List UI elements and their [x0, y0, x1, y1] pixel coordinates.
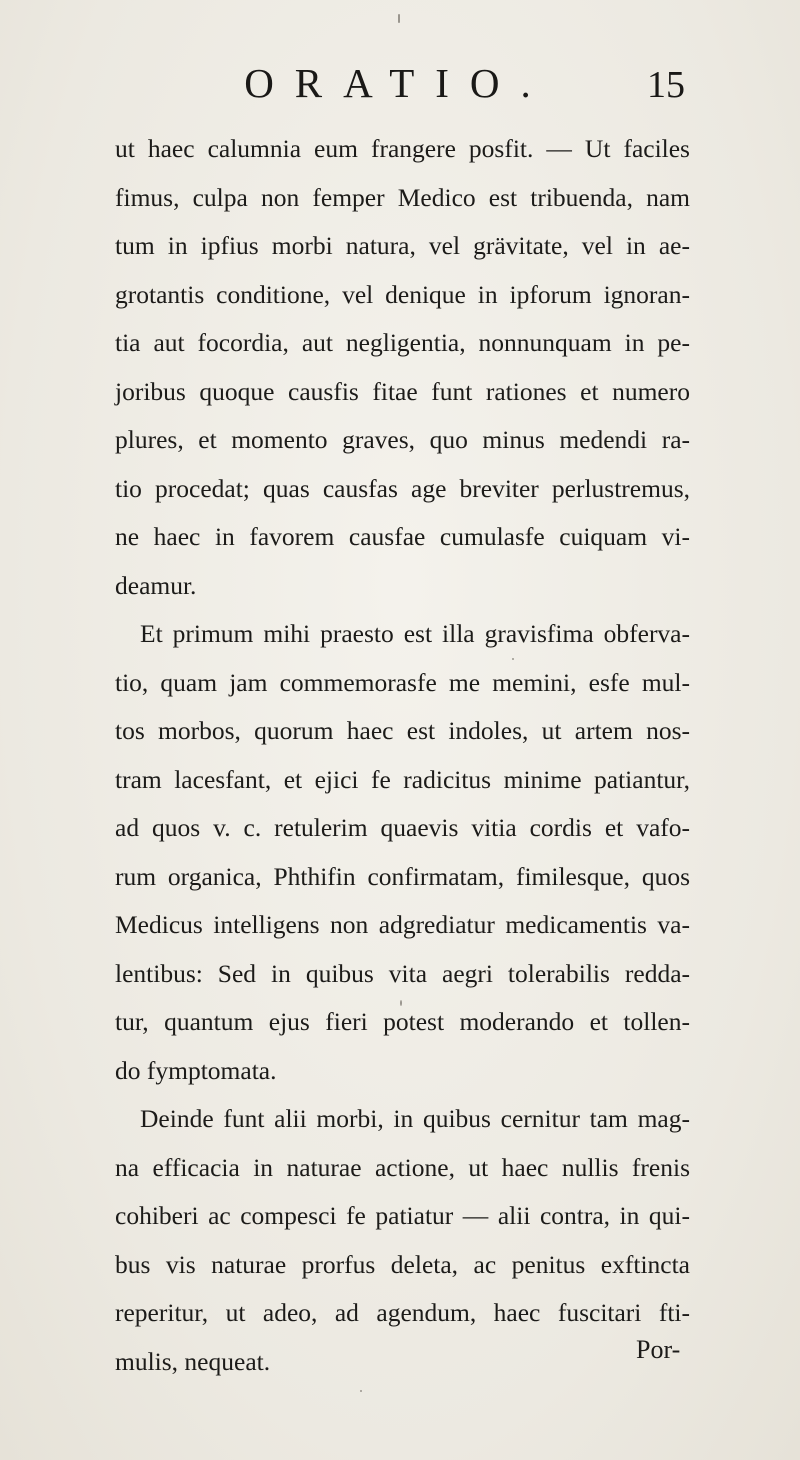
text-line: ad quos v. c. retulerim quaevis vitia cordis et vafo- [115, 813, 690, 842]
paper-speck [360, 1390, 362, 1392]
text-line: mulis, nequeat. [115, 1346, 271, 1376]
text-line: bus vis naturae prorfus deleta, ac penitus exftincta [115, 1249, 690, 1279]
text-line: rum organica, Phthifin confirmatam, fimilesque, quos [115, 861, 690, 891]
paper-speck [400, 1000, 402, 1006]
text-line: ut haec calumnia eum frangere posfit. — Ut faciles [115, 134, 690, 163]
text-line: tio procedat; quas causfas age breviter perlustremus, [115, 473, 690, 503]
text-line: na efficacia in naturae actione, ut haec nullis frenis [115, 1152, 690, 1182]
catchword: Por- [636, 1335, 681, 1364]
text-line: ne haec in favorem causfae cumulasfe cuiquam vi- [115, 522, 690, 551]
text-line: tia aut focordia, aut negligentia, nonnunquam in pe- [115, 328, 690, 357]
page-number: 15 [647, 64, 685, 106]
running-head-title: ORATIO. [244, 60, 552, 106]
text-line: plures, et momento graves, quo minus medendi ra- [115, 425, 690, 454]
text-line: deamur. [115, 570, 197, 600]
paragraph-3 [115, 1095, 690, 1386]
text-line: tram lacesfant, et ejici fe radicitus minime patiantur, [115, 764, 690, 794]
paragraph-1 [115, 125, 690, 610]
paper-speck [512, 658, 514, 660]
text-line: Et primum mihi praesto est illa gravisfima obferva- [140, 619, 690, 648]
text-line: reperitur, ut adeo, ad agendum, haec fuscitari fti- [115, 1298, 690, 1327]
paper-speck [398, 14, 400, 23]
text-line: lentibus: Sed in quibus vita aegri tolerabilis redda- [115, 958, 690, 988]
text-line: tum in ipfius morbi natura, vel grävitate, vel in ae- [115, 231, 690, 260]
text-line: tur, quantum ejus fieri potest moderando et tollen- [115, 1007, 690, 1036]
text-line: fimus, culpa non femper Medico est tribuenda, nam [115, 182, 690, 212]
text-line: do fymptomata. [115, 1055, 277, 1085]
text-line: joribus quoque causfis fitae funt rationes et numero [115, 376, 690, 406]
running-head [0, 58, 800, 108]
paragraph-2 [115, 610, 690, 1095]
text-line: grotantis conditione, vel denique in ipforum ignoran- [115, 279, 690, 309]
text-line: Deinde funt alii morbi, in quibus cernitur tam mag- [140, 1104, 690, 1133]
text-line: tio, quam jam commemorasfe me memini, esfe mul- [115, 667, 690, 697]
text-line: cohiberi ac compesci fe patiatur — alii contra, in qui- [115, 1201, 690, 1230]
body-text [115, 125, 690, 1386]
text-line: tos morbos, quorum haec est indoles, ut artem nos- [115, 716, 690, 745]
text-line: Medicus intelligens non adgrediatur medicamentis va- [115, 910, 690, 939]
